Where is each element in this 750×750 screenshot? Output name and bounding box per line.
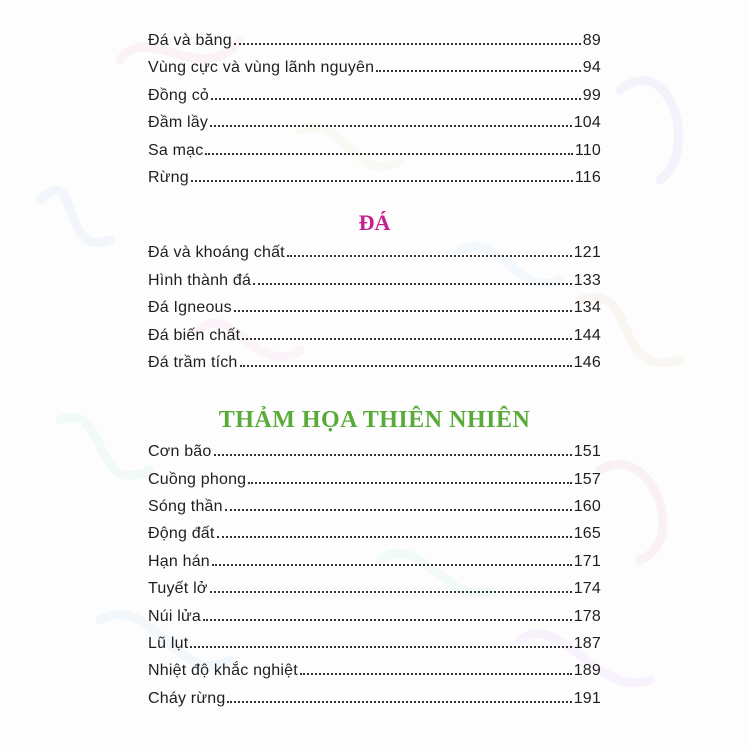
toc-entry-page-number: 151 [573, 443, 601, 461]
toc-entry-page-number: 160 [573, 498, 601, 516]
toc-entry-title: Vùng cực và vùng lãnh nguyên [148, 59, 375, 77]
toc-entry-page-number: 178 [573, 607, 601, 625]
toc-entry[interactable] [148, 244, 601, 271]
toc-entry-title: Sa mạc [148, 141, 204, 159]
dot-leader [205, 152, 572, 155]
toc-entry-title: Đá Igneous [148, 299, 232, 317]
dot-leader [191, 179, 573, 182]
toc-entry[interactable] [148, 443, 601, 470]
dot-leader [287, 254, 572, 257]
toc-entry-title: Đầm lầy [148, 114, 209, 132]
toc-entry-title: Rừng [148, 168, 189, 186]
toc-entry[interactable] [148, 114, 601, 141]
toc-entry-title: Đá và khoáng chất [148, 244, 285, 262]
toc-entry-page-number: 99 [582, 86, 601, 104]
dot-leader [211, 97, 581, 100]
table-of-contents [148, 32, 601, 717]
toc-entry-title: Cháy rừng [148, 689, 226, 707]
dot-leader [212, 563, 572, 566]
dot-leader [248, 481, 571, 484]
toc-entry-title: Tuyết lở [148, 580, 208, 598]
toc-entry[interactable] [148, 142, 601, 169]
toc-entry-page-number: 116 [574, 168, 601, 186]
toc-entry-page-number: 89 [582, 32, 601, 49]
toc-entry-page-number: 144 [573, 326, 601, 344]
toc-entry-page-number: 121 [573, 244, 601, 262]
toc-entry[interactable] [148, 580, 601, 607]
toc-entry-title: Nhiệt độ khắc nghiệt [148, 662, 298, 680]
toc-entry[interactable] [148, 608, 601, 635]
toc-entry-title: Hạn hán [148, 552, 210, 570]
toc-entry[interactable] [148, 272, 601, 299]
dot-leader [217, 535, 572, 538]
dot-leader [190, 645, 571, 648]
toc-entry[interactable] [148, 354, 601, 381]
toc-entry[interactable] [148, 59, 601, 86]
toc-entry-title: Cuồng phong [148, 470, 247, 488]
toc-entry-page-number: 171 [573, 552, 601, 570]
toc-entry-page-number: 110 [574, 141, 601, 159]
toc-entry[interactable] [148, 299, 601, 326]
dot-leader [210, 590, 572, 593]
section-heading-rocks: ĐÁ [358, 210, 391, 236]
dot-leader [376, 69, 581, 72]
dot-leader [203, 618, 572, 621]
toc-entry-page-number: 174 [573, 580, 601, 598]
toc-entry[interactable] [148, 87, 601, 114]
toc-entry[interactable] [148, 525, 601, 552]
dot-leader [240, 364, 572, 367]
toc-entry-title: Cơn bão [148, 443, 212, 461]
dot-leader [234, 42, 581, 45]
toc-entry-page-number: 104 [573, 114, 601, 132]
toc-entry-page-number: 133 [573, 271, 601, 289]
toc-entry-title: Hình thành đá [148, 271, 252, 289]
toc-entry-page-number: 187 [573, 635, 601, 653]
toc-entry-title: Lũ lụt [148, 635, 189, 653]
toc-entry-title: Đá trầm tích [148, 353, 238, 371]
toc-entry-page-number: 189 [573, 662, 601, 680]
toc-entry[interactable] [148, 690, 601, 717]
toc-entry-page-number: 157 [573, 470, 601, 488]
toc-entry-page-number: 134 [573, 299, 601, 317]
toc-entry-page-number: 94 [582, 59, 601, 77]
toc-entry-title: Đá biến chất [148, 326, 241, 344]
section-heading-natural-disasters: THẢM HỌA THIÊN NHIÊN [218, 407, 531, 434]
toc-entry-title: Núi lửa [148, 607, 202, 625]
dot-leader [234, 309, 572, 312]
dot-leader [210, 124, 572, 127]
toc-entry[interactable] [148, 635, 601, 662]
dot-leader [225, 508, 572, 511]
toc-entry-title: Đá và băng [148, 32, 232, 49]
toc-entry[interactable] [148, 498, 601, 525]
dot-leader [227, 700, 571, 703]
toc-entry-title: Sóng thần [148, 498, 223, 516]
toc-entry[interactable] [148, 471, 601, 498]
toc-entry[interactable] [148, 553, 601, 580]
dot-leader [214, 453, 572, 456]
toc-entry-title: Đồng cỏ [148, 86, 209, 104]
dot-leader [300, 672, 572, 675]
toc-entry[interactable] [148, 327, 601, 354]
toc-entry-page-number: 146 [573, 353, 601, 371]
toc-entry[interactable] [148, 169, 601, 196]
toc-entry-page-number: 165 [573, 525, 601, 543]
toc-entry-page-number: 191 [573, 689, 601, 707]
dot-leader [242, 337, 571, 340]
toc-entry[interactable] [148, 662, 601, 689]
toc-entry[interactable] [148, 32, 601, 59]
dot-leader [253, 282, 572, 285]
toc-entry-title: Động đất [148, 525, 215, 543]
